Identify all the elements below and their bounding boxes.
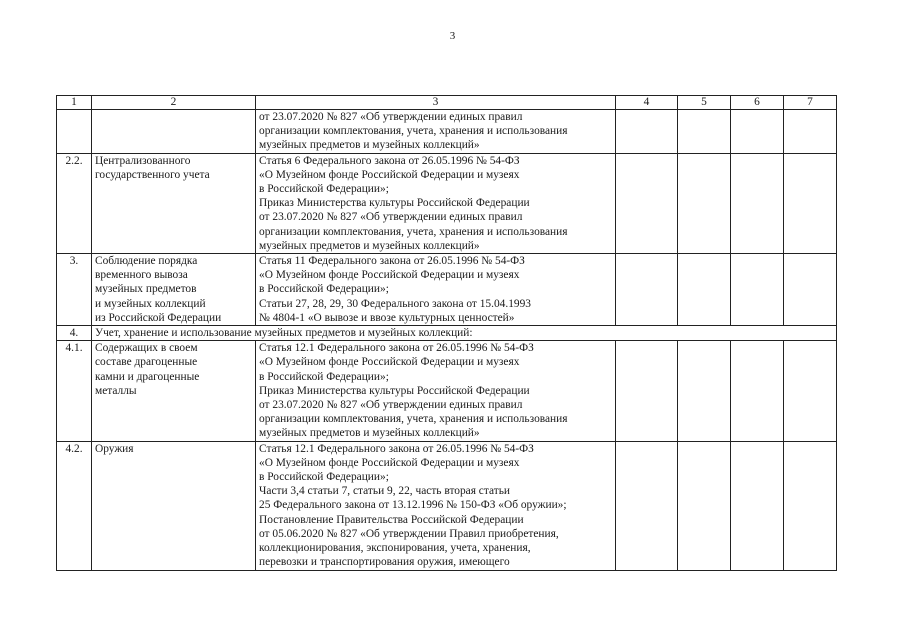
empty-cell <box>784 110 837 154</box>
empty-cell <box>616 153 678 253</box>
row-legal-basis: Статья 12.1 Федерального закона от 26.05.1996 № 54-ФЗ «О Музейном фонде Российской Федерации и музеях в Российской Федерации»; Части 3,4 статьи 7, статьи 9, 22, часть вторая статьи 25 Федерального закона от 13.12.1996 № 150-ФЗ «Об оружии»; Постановление Правительства Российской Федерации от 05.06.2020 № 827 «Об утверждении Правил приобретения, коллекционирования, экспонирования, учета, хранения, перевозки и транспортирования оружия, имеющего <box>256 441 616 570</box>
section-title: Учет, хранение и использование музейных предметов и музейных коллекций: <box>92 326 837 341</box>
empty-cell <box>678 441 731 570</box>
empty-cell <box>784 441 837 570</box>
table-row <box>57 441 837 570</box>
row-number <box>57 110 92 154</box>
row-legal-basis: от 23.07.2020 № 827 «Об утверждении единых правил организации комплектования, учета, хранения и использования музейных предметов и музейных коллекций» <box>256 110 616 154</box>
empty-cell <box>784 254 837 326</box>
row-legal-basis: Статья 11 Федерального закона от 26.05.1996 № 54-ФЗ «О Музейном фонде Российской Федерации и музеях в Российской Федерации»; Статьи 27, 28, 29, 30 Федерального закона от 15.04.1993 № 4804-1 «О вывозе и ввозе культурных ценностей» <box>256 254 616 326</box>
row-name: Оружия <box>92 441 256 570</box>
row-name: Соблюдение порядка временного вывоза музейных предметов и музейных коллекций из Российской Федерации <box>92 254 256 326</box>
row-number: 2.2. <box>57 153 92 253</box>
row-name: Централизованного государственного учета <box>92 153 256 253</box>
empty-cell <box>678 254 731 326</box>
empty-cell <box>731 110 784 154</box>
row-number: 4.1. <box>57 341 92 441</box>
row-legal-basis: Статья 12.1 Федерального закона от 26.05.1996 № 54-ФЗ «О Музейном фонде Российской Федерации и музеях в Российской Федерации»; Приказ Министерства культуры Российской Федерации от 23.07.2020 № 827 «Об утверждении единых правил организации комплектования, учета, хранения и использования музейных предметов и музейных коллекций» <box>256 341 616 441</box>
empty-cell <box>678 153 731 253</box>
page-number: 3 <box>449 30 456 42</box>
header-cell: 5 <box>678 96 731 110</box>
empty-cell <box>731 254 784 326</box>
header-cell: 1 <box>57 96 92 110</box>
empty-cell <box>678 110 731 154</box>
table-row <box>57 254 837 326</box>
row-number: 4.2. <box>57 441 92 570</box>
empty-cell <box>731 153 784 253</box>
row-name <box>92 110 256 154</box>
header-cell: 2 <box>92 96 256 110</box>
empty-cell <box>678 341 731 441</box>
empty-cell <box>616 254 678 326</box>
row-name: Содержащих в своем составе драгоценные камни и драгоценные металлы <box>92 341 256 441</box>
header-cell: 4 <box>616 96 678 110</box>
section-row <box>57 326 837 341</box>
empty-cell <box>731 341 784 441</box>
empty-cell <box>731 441 784 570</box>
empty-cell <box>616 441 678 570</box>
row-number: 3. <box>57 254 92 326</box>
empty-cell <box>784 153 837 253</box>
empty-cell <box>616 341 678 441</box>
table-row <box>57 110 837 154</box>
table-row <box>57 153 837 253</box>
table-header-row <box>57 96 837 110</box>
row-legal-basis: Статья 6 Федерального закона от 26.05.1996 № 54-ФЗ «О Музейном фонде Российской Федерации и музеях в Российской Федерации»; Приказ Министерства культуры Российской Федерации от 23.07.2020 № 827 «Об утверждении единых правил организации комплектования, учета, хранения и использования музейных предметов и музейных коллекций» <box>256 153 616 253</box>
header-cell: 7 <box>784 96 837 110</box>
table-row <box>57 341 837 441</box>
section-number: 4. <box>57 326 92 341</box>
empty-cell <box>784 341 837 441</box>
requirements-table <box>56 95 837 571</box>
header-cell: 3 <box>256 96 616 110</box>
header-cell: 6 <box>731 96 784 110</box>
empty-cell <box>616 110 678 154</box>
